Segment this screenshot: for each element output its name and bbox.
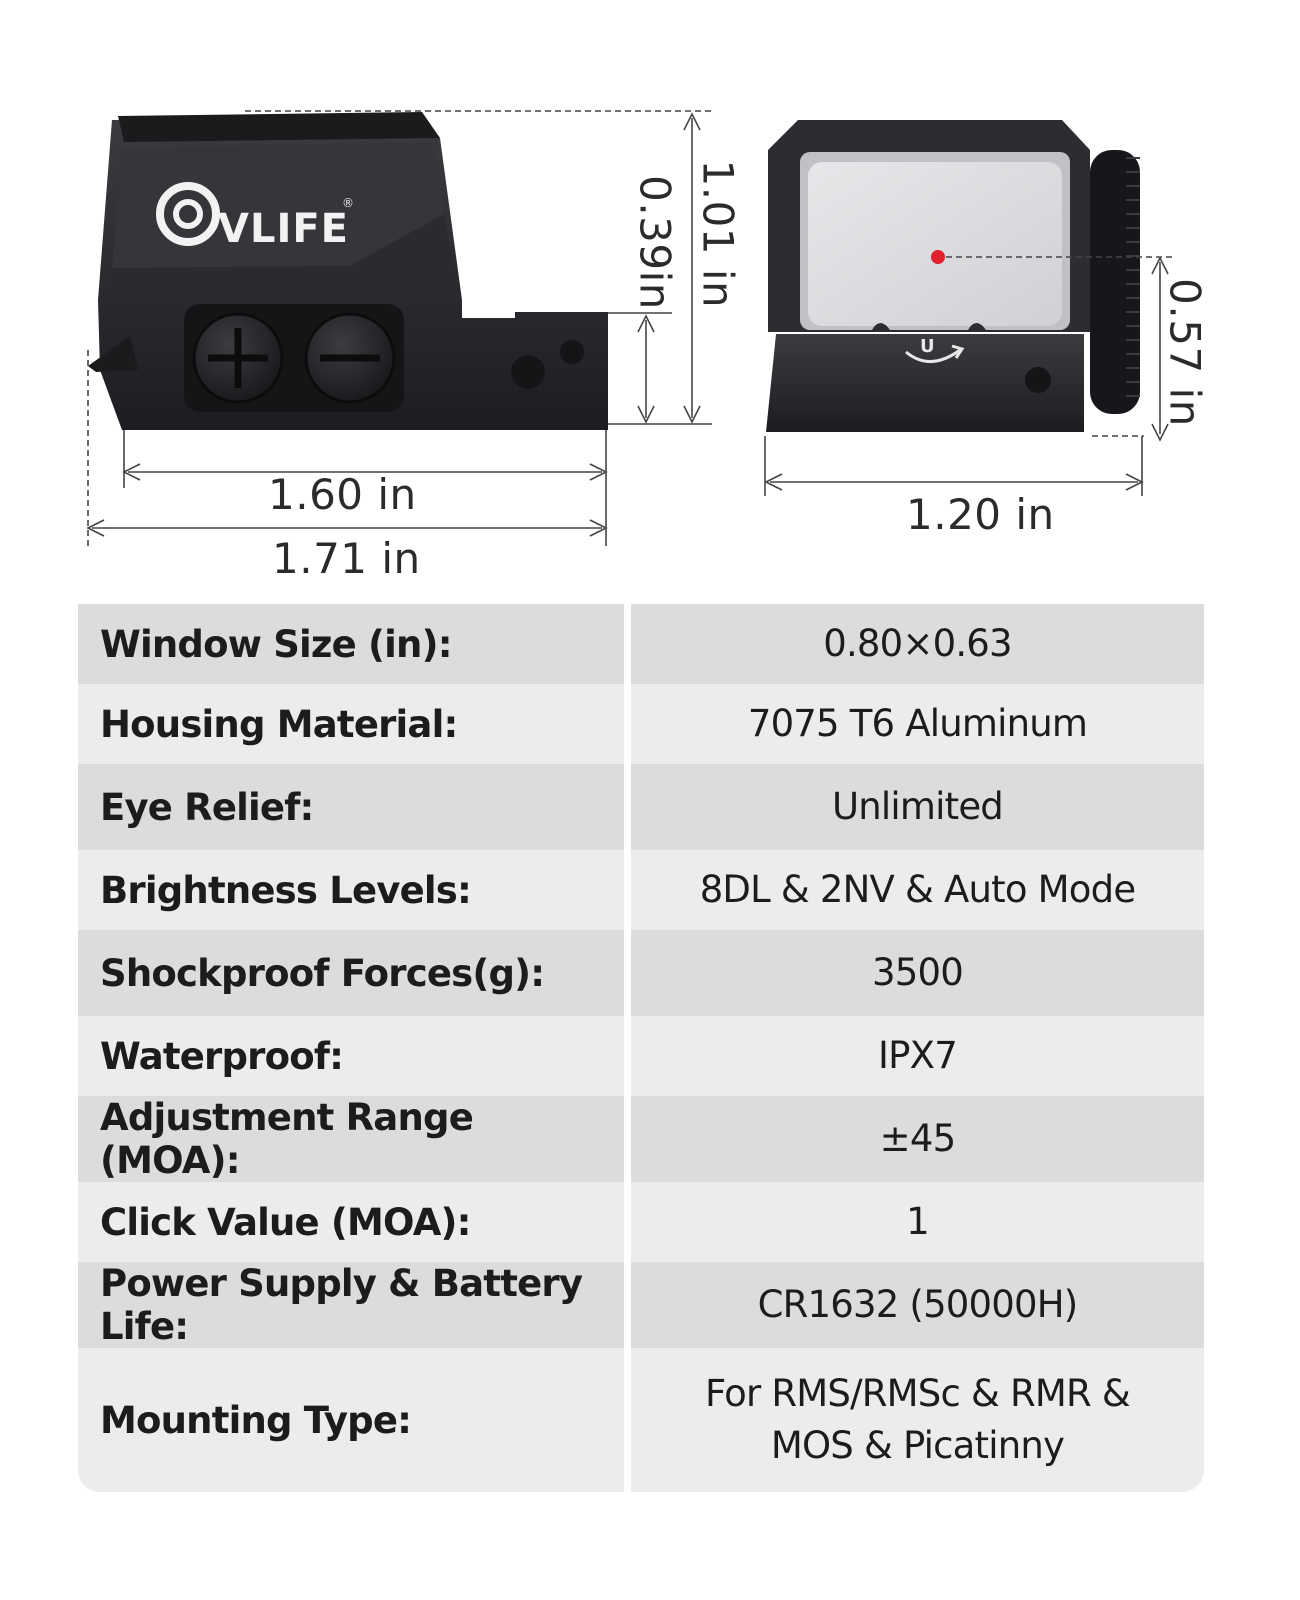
spec-value: 0.80×0.63: [823, 622, 1012, 665]
spec-value: 1: [906, 1200, 929, 1243]
spec-value: For RMS/RMSc & RMR & MOS & Picatinny: [705, 1372, 1130, 1467]
dim-height-total: 1.01 in: [693, 159, 743, 309]
registered-mark: ®: [342, 196, 354, 210]
spec-value: 3500: [872, 951, 963, 994]
spec-row: [78, 604, 1204, 684]
spec-label: Mounting Type:: [100, 1398, 412, 1442]
spec-row: [78, 684, 1204, 764]
spec-label: Eye Relief:: [100, 785, 314, 829]
red-dot-reticle: [931, 250, 945, 264]
spec-label: Adjustment Range (MOA):: [100, 1096, 473, 1182]
dim-height-window: 0.39in: [630, 175, 680, 310]
front-view-sight: [766, 120, 1140, 432]
spec-table: [78, 604, 1204, 1492]
spec-label: Click Value (MOA):: [100, 1200, 471, 1244]
spec-row: [78, 1348, 1204, 1492]
spec-label: Power Supply & Battery Life:: [100, 1262, 583, 1348]
spec-row: [78, 930, 1204, 1016]
spec-label: Brightness Levels:: [100, 868, 471, 912]
dim-width: 1.20 in: [906, 490, 1055, 539]
spec-row: [78, 1096, 1204, 1182]
dimension-diagram: [0, 0, 1300, 600]
spec-value: IPX7: [878, 1034, 957, 1077]
spec-label: Housing Material:: [100, 702, 458, 746]
dim-length-total: 1.71 in: [272, 534, 421, 583]
spec-value: CR1632 (50000H): [757, 1283, 1078, 1326]
dim-height-dot: 0.57 in: [1160, 278, 1210, 427]
side-view-sight: [88, 112, 608, 430]
spec-row: [78, 850, 1204, 930]
turret-letter: U: [920, 336, 935, 357]
spec-row: [78, 1016, 1204, 1096]
spec-value: ±45: [879, 1117, 956, 1160]
brand-name: VLIFE: [218, 206, 349, 252]
spec-row: [78, 1182, 1204, 1262]
spec-label: Waterproof:: [100, 1034, 344, 1078]
spec-value: 7075 T6 Aluminum: [747, 702, 1088, 745]
spec-row: [78, 764, 1204, 850]
spec-label: Shockproof Forces(g):: [100, 951, 545, 995]
dim-length-base: 1.60 in: [268, 470, 417, 519]
spec-value: 8DL & 2NV & Auto Mode: [699, 868, 1136, 911]
spec-label: Window Size (in):: [100, 622, 452, 666]
spec-value: Unlimited: [832, 785, 1003, 828]
spec-row: [78, 1262, 1204, 1348]
